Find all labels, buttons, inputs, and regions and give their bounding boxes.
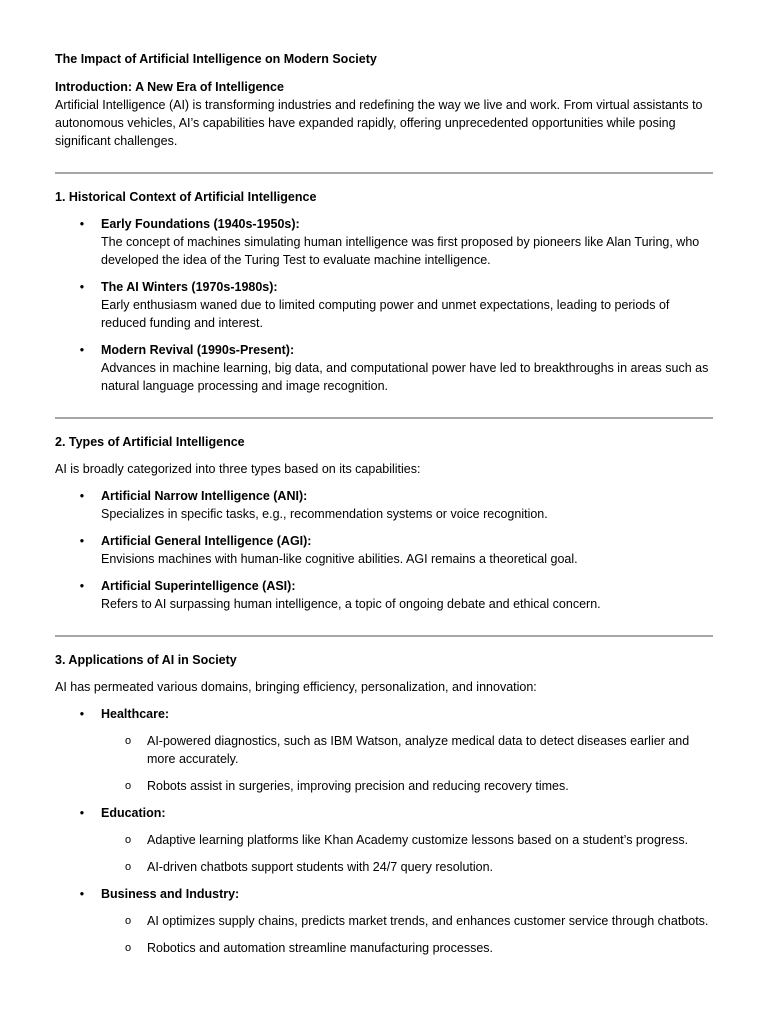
sub-list-item <box>101 777 713 795</box>
sub-list <box>101 912 713 957</box>
list-item-title: The AI Winters (1970s-1980s): <box>101 280 278 294</box>
sub-list-item <box>101 831 713 849</box>
document-title: The Impact of Artificial Intelligence on Modern Society <box>55 52 377 66</box>
list-item-title: Artificial Narrow Intelligence (ANI): <box>101 489 308 503</box>
sub-list-item <box>101 939 713 957</box>
list-item-text: Refers to AI surpassing human intelligence, a topic of ongoing debate and ethical concern. <box>101 597 601 611</box>
bullet-icon: • <box>79 579 85 593</box>
list-item-title: Early Foundations (1940s-1950s): <box>101 217 300 231</box>
section-intro-types: AI is broadly categorized into three types based on its capabilities: <box>55 462 421 476</box>
history-list <box>55 215 713 395</box>
list-item-text: Specializes in specific tasks, e.g., recommendation systems or voice recognition. <box>101 507 548 521</box>
section-divider <box>55 635 713 637</box>
sub-list-item <box>101 732 713 768</box>
section-heading-applications: 3. Applications of AI in Society <box>55 653 237 667</box>
list-item <box>55 215 713 269</box>
sub-list <box>101 732 713 795</box>
bullet-icon: • <box>79 280 85 294</box>
list-item <box>55 278 713 332</box>
intro-paragraph: Artificial Intelligence (AI) is transforming industries and redefining the way we live and work. From virtual assistants to autonomous vehicles, AI’s capabilities have expanded rapidly, offering unprecedented opportunities while posing significant challenges. <box>55 98 703 148</box>
list-item-title: Healthcare: <box>101 707 170 721</box>
sub-list-item <box>101 858 713 876</box>
sub-list-item-text: AI optimizes supply chains, predicts market trends, and enhances customer service through chatbots. <box>147 914 709 928</box>
list-item <box>55 577 713 613</box>
applications-list <box>55 705 713 957</box>
list-item-title: Artificial Superintelligence (ASI): <box>101 579 296 593</box>
list-item <box>55 341 713 395</box>
list-item-text: Envisions machines with human-like cognitive abilities. AGI remains a theoretical goal. <box>101 552 578 566</box>
list-item-title: Education: <box>101 806 166 820</box>
sub-bullet-icon: o <box>124 834 132 846</box>
list-item <box>55 705 713 795</box>
section-heading-history: 1. Historical Context of Artificial Intelligence <box>55 190 317 204</box>
bullet-icon: • <box>79 217 85 231</box>
bullet-icon: • <box>79 489 85 503</box>
list-item-text: The concept of machines simulating human intelligence was first proposed by pioneers like Alan Turing, who developed the idea of the Turing Test to evaluate machine intelligence. <box>101 235 700 267</box>
sub-bullet-icon: o <box>124 942 132 954</box>
section-divider <box>55 172 713 174</box>
list-item-text: Advances in machine learning, big data, and computational power have led to breakthroughs in areas such as natural language processing and image recognition. <box>101 361 709 393</box>
sub-list-item-text: Robotics and automation streamline manufacturing processes. <box>147 941 494 955</box>
list-item <box>55 885 713 957</box>
sub-list-item-text: Robots assist in surgeries, improving precision and reducing recovery times. <box>147 779 569 793</box>
sub-list-item-text: Adaptive learning platforms like Khan Academy customize lessons based on a student’s progress. <box>147 833 689 847</box>
sub-list-item <box>101 912 713 930</box>
types-list <box>55 487 713 613</box>
bullet-icon: • <box>79 707 85 721</box>
sub-bullet-icon: o <box>124 780 132 792</box>
sub-list <box>101 831 713 876</box>
intro-heading: Introduction: A New Era of Intelligence <box>55 80 284 94</box>
section-intro-applications: AI has permeated various domains, bringing efficiency, personalization, and innovation: <box>55 680 537 694</box>
list-item-title: Artificial General Intelligence (AGI): <box>101 534 312 548</box>
sub-list-item-text: AI-driven chatbots support students with 24/7 query resolution. <box>147 860 494 874</box>
list-item-title: Business and Industry: <box>101 887 240 901</box>
list-item <box>55 532 713 568</box>
bullet-icon: • <box>79 343 85 357</box>
section-divider <box>55 417 713 419</box>
bullet-icon: • <box>79 887 85 901</box>
sub-bullet-icon: o <box>124 861 132 873</box>
list-item <box>55 804 713 876</box>
list-item-text: Early enthusiasm waned due to limited computing power and unmet expectations, leading to periods of reduced funding and interest. <box>101 298 670 330</box>
sub-bullet-icon: o <box>124 915 132 927</box>
section-heading-types: 2. Types of Artificial Intelligence <box>55 435 245 449</box>
sub-bullet-icon: o <box>124 735 132 747</box>
list-item-title: Modern Revival (1990s-Present): <box>101 343 295 357</box>
list-item <box>55 487 713 523</box>
sub-list-item-text: AI-powered diagnostics, such as IBM Watson, analyze medical data to detect diseases earlier and more accurately. <box>147 734 690 766</box>
bullet-icon: • <box>79 806 85 820</box>
bullet-icon: • <box>79 534 85 548</box>
